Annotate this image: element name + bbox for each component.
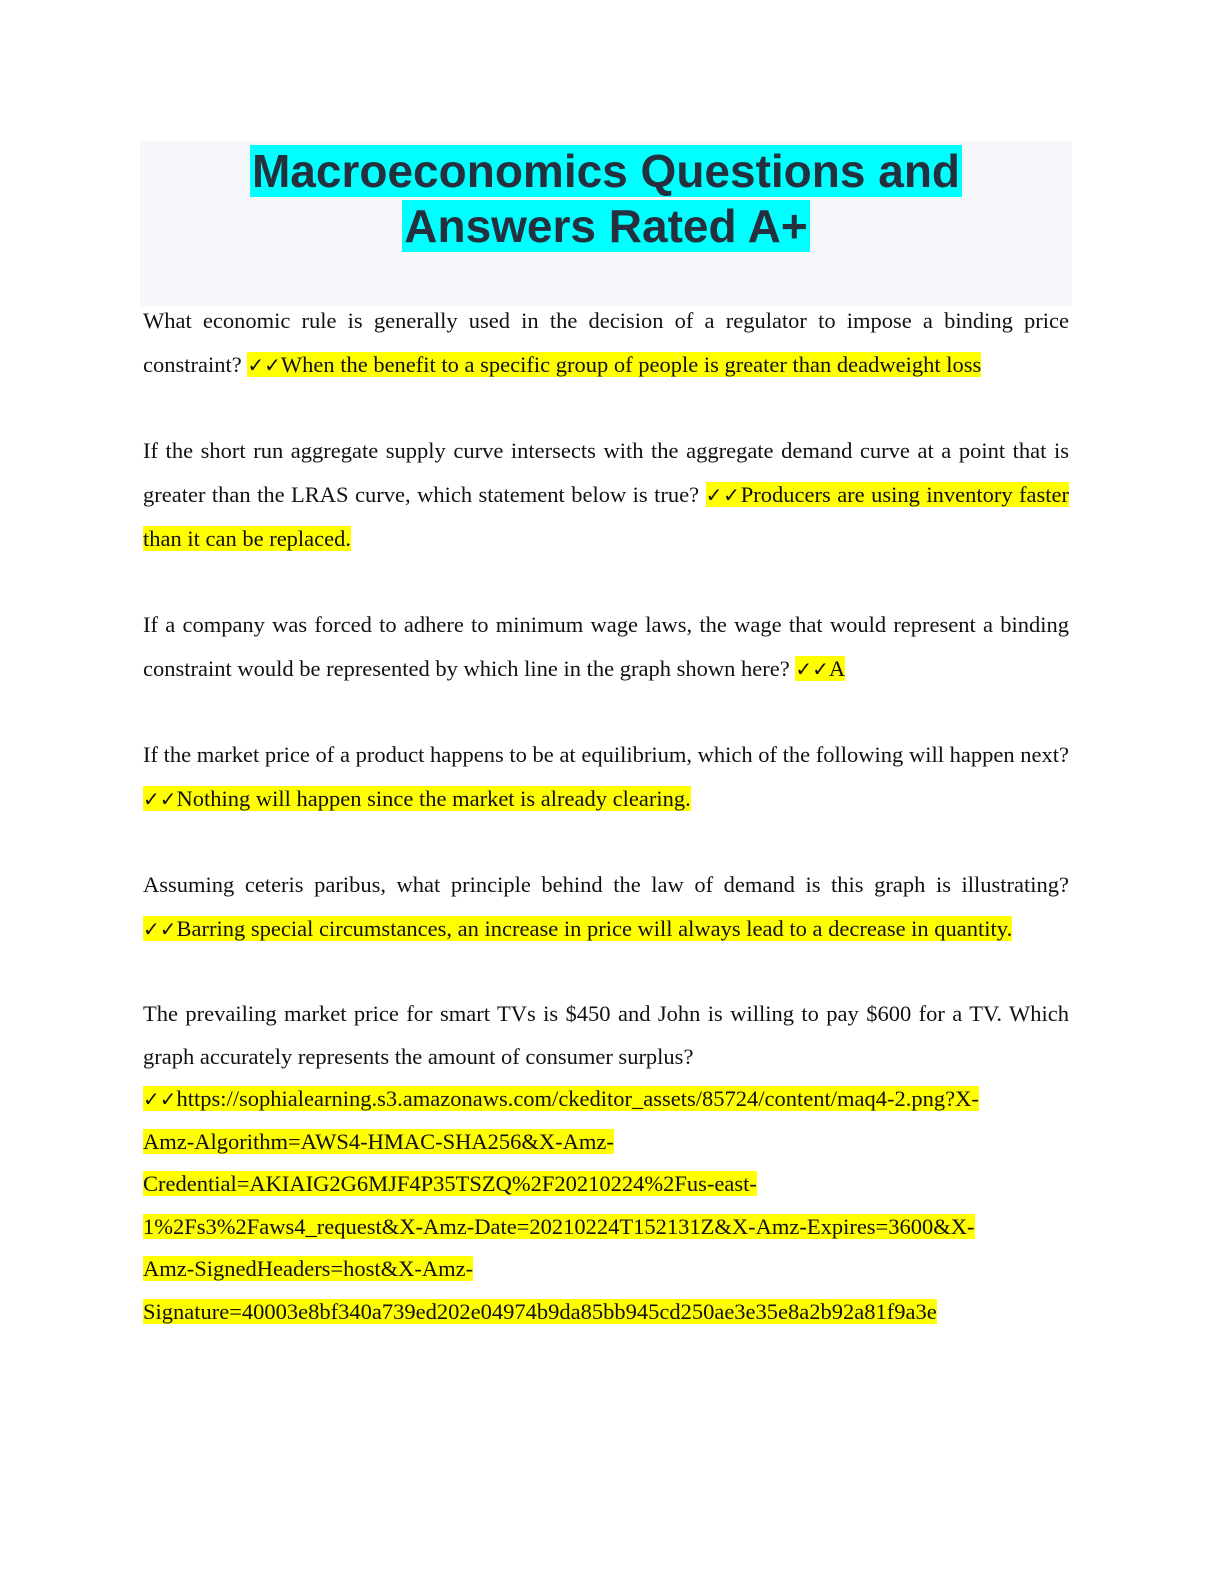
answer-highlight (247, 352, 981, 377)
answer-url-line-4: 1%2Fs3%2Faws4_request&X-Amz-Date=20210224T152131Z&X-Amz-Expires=3600&X- (143, 1213, 975, 1239)
qa-list (143, 299, 1069, 1333)
qa-item-5 (143, 863, 1069, 951)
answer-text: A (828, 656, 846, 681)
question-text: If a company was forced to adhere to minimum wage laws, the wage that would represent a binding constraint would be represented by which line in the graph shown here? (143, 612, 1069, 681)
qa-item-4 (143, 733, 1069, 821)
qa-item-6 (143, 993, 1069, 1333)
answer-text: Barring special circumstances, an increase in price will always lead to a decrease in quantity. (176, 916, 1013, 941)
answer-url-line-2: Amz-Algorithm=AWS4-HMAC-SHA256&X-Amz- (143, 1128, 614, 1154)
answer-text: Nothing will happen since the market is already clearing. (176, 786, 691, 811)
answer-highlight (143, 916, 1012, 941)
answer-highlight (795, 656, 845, 681)
answer-url-line-6: Signature=40003e8bf340a739ed202e04974b9da85bb945cd250ae3e35e8a2b92a81f9a3e (143, 1298, 937, 1324)
check-mark-icon: ✓✓ (143, 787, 177, 811)
title-banner (140, 141, 1072, 306)
page-title (140, 141, 1072, 254)
answer-highlight (143, 1086, 979, 1111)
qa-item-3 (143, 603, 1069, 691)
answer-text: When the benefit to a specific group of people is greater than deadweight loss (280, 352, 982, 377)
title-line-2: Answers Rated A+ (404, 200, 808, 252)
answer-highlight (143, 786, 691, 811)
check-mark-icon: ✓✓ (143, 1087, 177, 1111)
qa-item-2 (143, 429, 1069, 561)
check-mark-icon: ✓✓ (143, 917, 177, 941)
check-mark-icon: ✓✓ (705, 483, 741, 507)
answer-text: Producers are using inventory faster than it can be replaced. (143, 482, 1069, 551)
question-text: The prevailing market price for smart TVs is $450 and John is willing to pay $600 for a TV. Which graph accurately represents the amount of consumer surplus? (143, 1001, 1069, 1069)
qa-item-1 (143, 299, 1069, 387)
check-mark-icon: ✓✓ (795, 657, 829, 681)
question-text: If the market price of a product happens to be at equilibrium, which of the following will happen next? (143, 742, 1069, 767)
check-mark-icon: ✓✓ (247, 353, 281, 377)
question-text: What economic rule is generally used in the decision of a regulator to impose a binding price constraint? (143, 308, 1069, 377)
answer-url-line-1: https://sophialearning.s3.amazonaws.com/ckeditor_assets/85724/content/maq4-2.png?X- (176, 1086, 979, 1111)
answer-url-line-5: Amz-SignedHeaders=host&X-Amz- (143, 1256, 474, 1281)
answer-url-line-3: Credential=AKIAIG2G6MJF4P35TSZQ%2F20210224%2Fus-east- (143, 1171, 757, 1196)
question-text: Assuming ceteris paribus, what principle behind the law of demand is this graph is illustrating? (143, 872, 1069, 897)
question-text: If the short run aggregate supply curve intersects with the aggregate demand curve at a point that is greater than the LRAS curve, which statement below is true? (143, 438, 1069, 507)
title-line-1: Macroeconomics Questions and (251, 145, 961, 197)
